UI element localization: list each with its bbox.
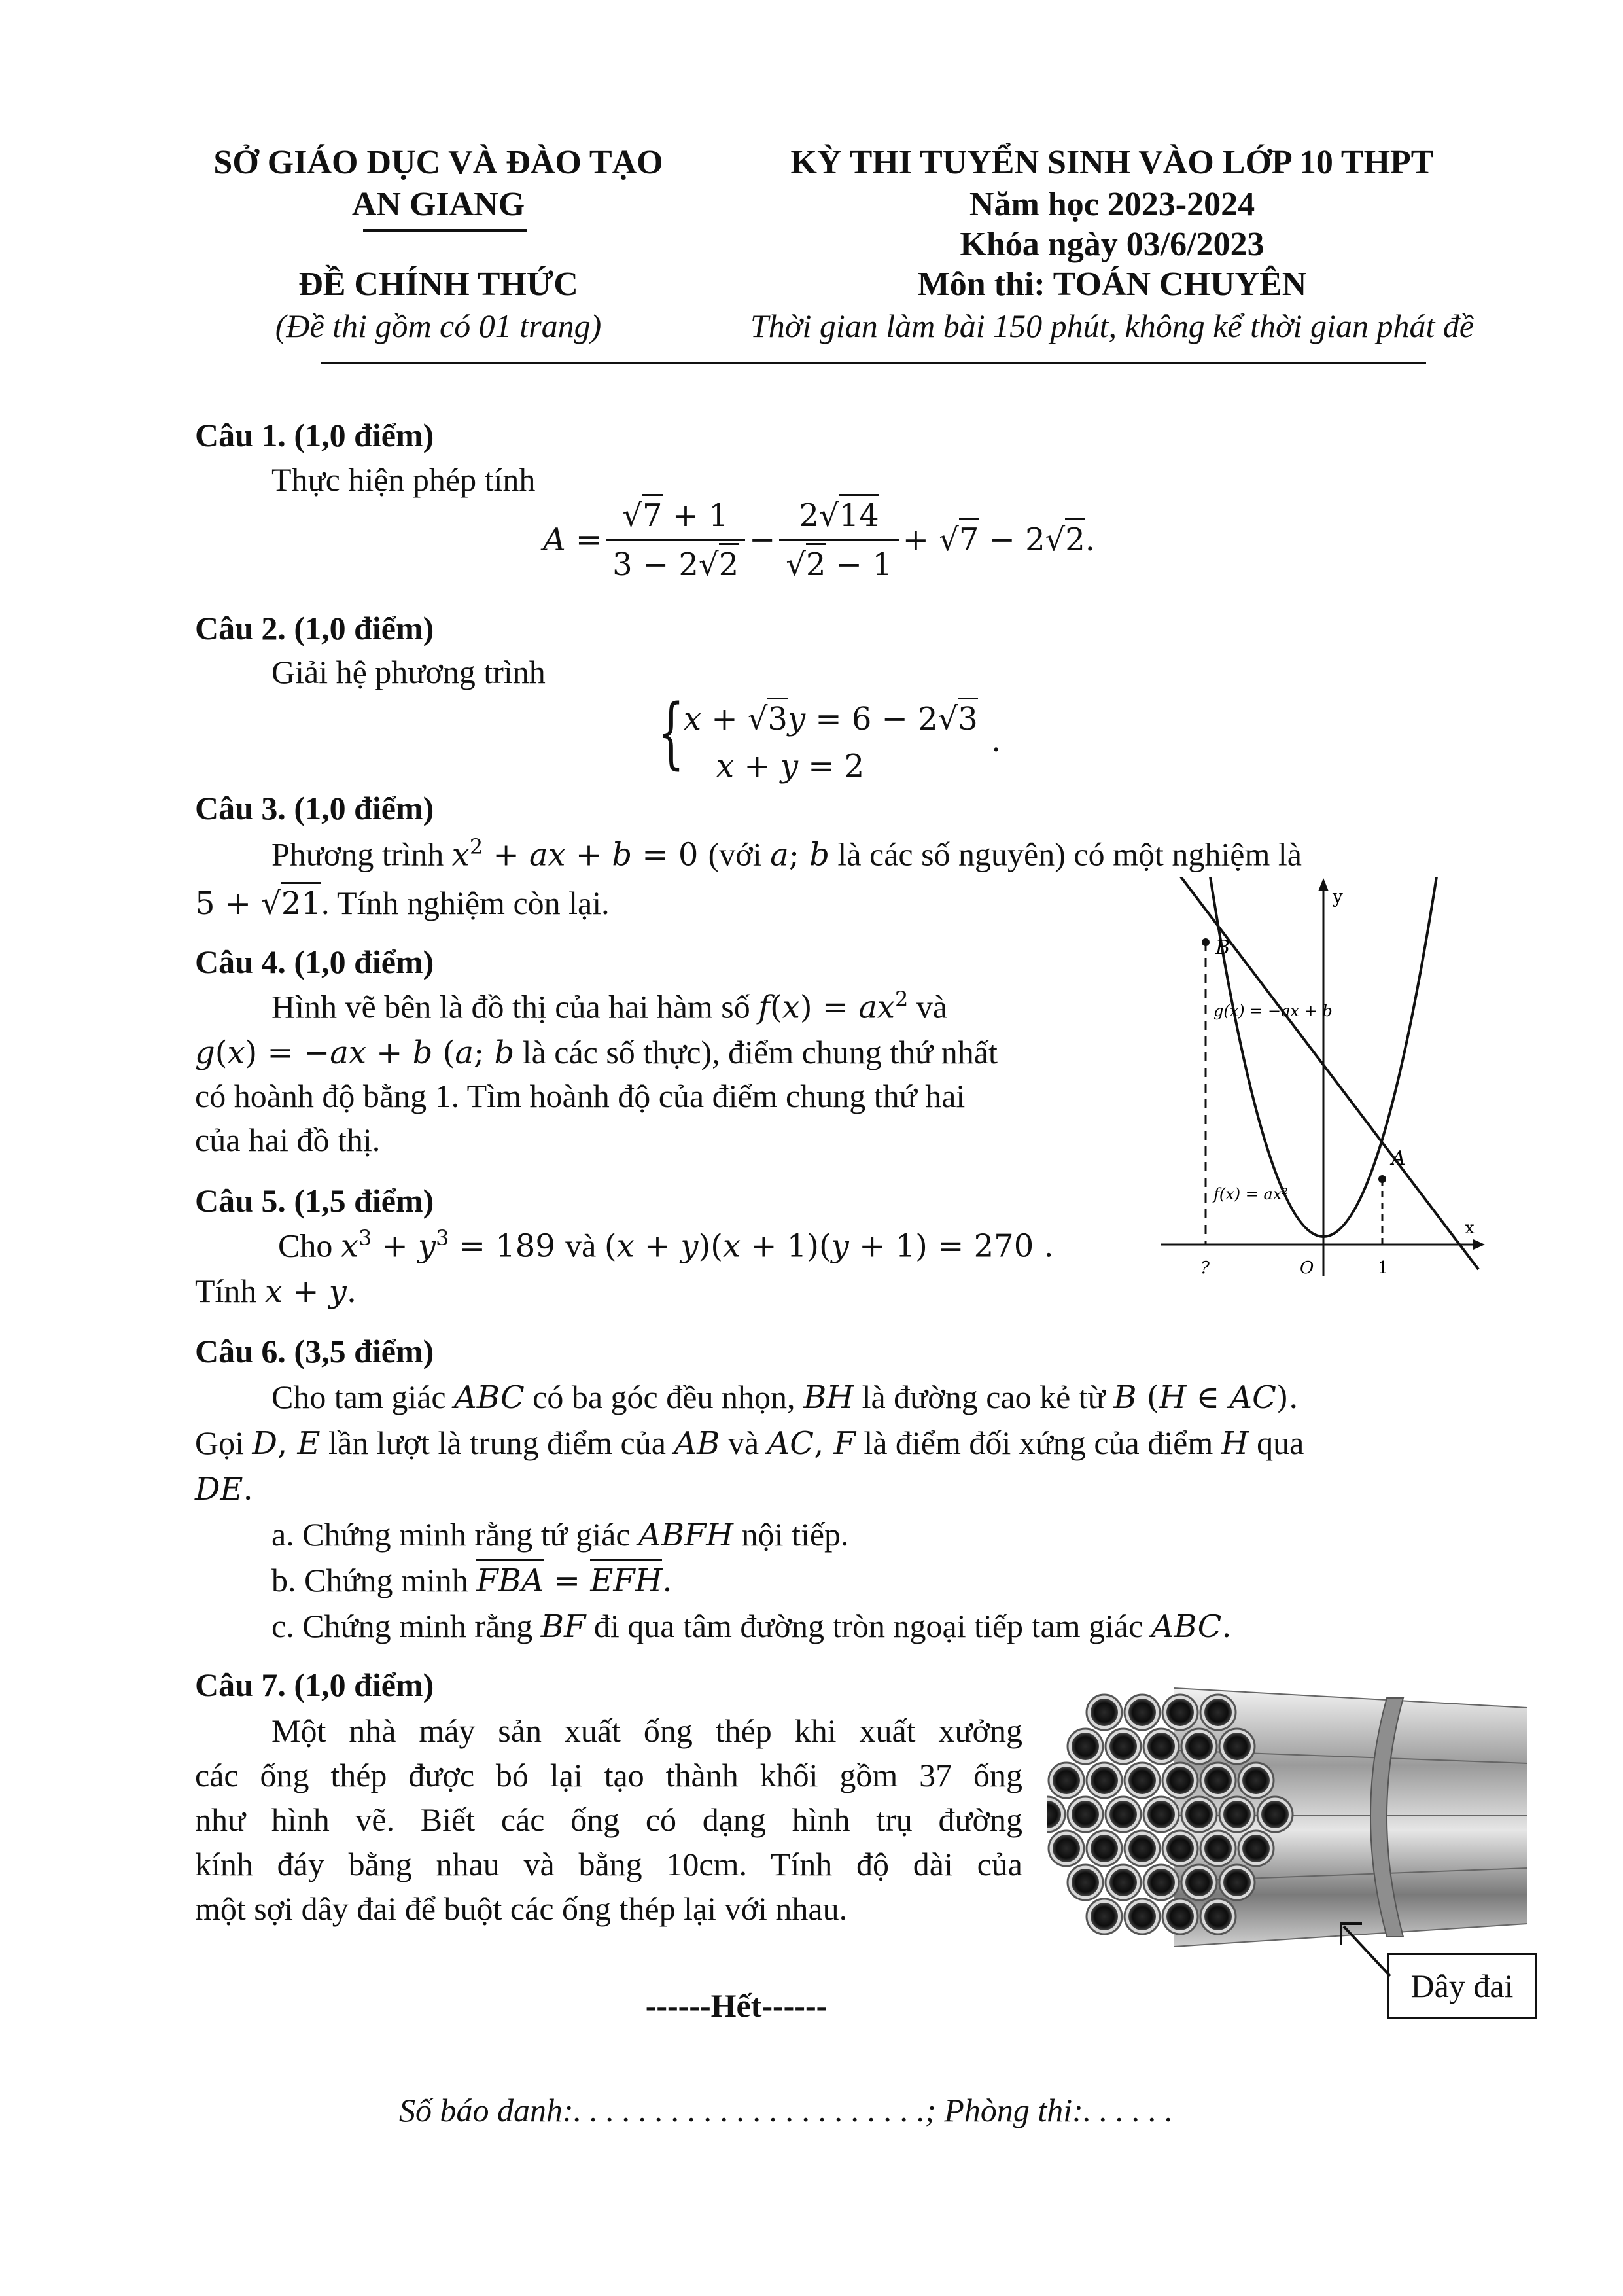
pipe-hole xyxy=(1242,1835,1270,1862)
q1-title: Câu 1. (1,0 điểm) xyxy=(195,417,434,453)
q6-text-2: có ba góc đều nhọn, xyxy=(532,1379,795,1415)
label-B: B xyxy=(1215,936,1230,959)
q3-text-1: Phương trình xyxy=(271,836,444,873)
label-y: y xyxy=(1333,886,1343,908)
pipe-hole xyxy=(1128,1699,1156,1726)
pipe-hole xyxy=(1147,1869,1175,1896)
pipe-hole xyxy=(1166,1835,1194,1862)
q7-title: Câu 7. (1,0 điểm) xyxy=(195,1667,434,1703)
steel-pipe-bundle-image xyxy=(1047,1672,1531,1960)
label-f: f(x) = ax² xyxy=(1213,1185,1288,1203)
q6-part-b: b. Chứng minh FBA = EFH. xyxy=(271,1561,672,1600)
q4-line2: g(x) = −ax + b (a; b là các số thực), điểm chung thứ nhất xyxy=(195,1034,998,1071)
official-exam-label: ĐỀ CHÍNH THỨC xyxy=(298,266,578,303)
pipe-hole xyxy=(1091,1767,1118,1794)
q6-line1: Cho tam giác ABC có ba góc đều nhọn, BH là đường cao kẻ từ B (H ∈ AC). xyxy=(271,1379,1299,1416)
q5-line1: Cho $x^3 + y^3 = 189$ và (x + y)(x + 1)(y + 1) = 270 . xyxy=(278,1226,1054,1265)
q4-text-3: là các số thực), điểm chung thứ nhất xyxy=(522,1034,998,1070)
department-name: SỞ GIÁO DỤC VÀ ĐÀO TẠO xyxy=(213,144,663,181)
q7-line2: các ống thép được bó lại tạo thành khối gồm 37 ống xyxy=(195,1757,1022,1793)
q4-line1: Hình vẽ bên là đồ thị của hai hàm số $f(x) = ax^2$ và xyxy=(271,987,948,1026)
candidate-number-dots: . . . . . . . . . . . . . . . . . . . . . . xyxy=(573,2092,926,2128)
pipe-hole xyxy=(1072,1733,1099,1760)
q5-text-1: Cho xyxy=(278,1227,333,1264)
q5-title: Câu 5. (1,5 điểm) xyxy=(195,1182,434,1219)
q2-title: Câu 2. (1,0 điểm) xyxy=(195,610,434,646)
q5-text-2: và xyxy=(565,1227,597,1264)
pipe-hole xyxy=(1128,1903,1156,1930)
q6-text-7: là điểm đối xứng của điểm xyxy=(864,1424,1213,1461)
q6-c-text-2: đi qua tâm đường tròn ngoại tiếp tam giác xyxy=(593,1608,1143,1644)
q6-part-a: a. Chứng minh rằng tứ giác ABFH nội tiếp. xyxy=(271,1516,849,1553)
q3-text-4: . Tính nghiệm còn lại. xyxy=(321,885,610,921)
label-question: ? xyxy=(1200,1258,1210,1278)
point-B xyxy=(1202,938,1210,946)
label-origin: O xyxy=(1300,1258,1314,1278)
pipe-hole xyxy=(1204,1767,1232,1794)
pipe-hole xyxy=(1223,1733,1251,1760)
pipe-hole xyxy=(1091,1835,1118,1862)
label-g: g(x) = −ax + b xyxy=(1213,1002,1333,1020)
q1-expression: A = $\frac{√7 + 1}{3 - 2√2}$ − $\frac{2√14}{√2 - 1}$ + √7 − 2√2. xyxy=(543,497,1095,584)
exam-date: Khóa ngày 03/6/2023 xyxy=(960,226,1265,263)
pipe-hole xyxy=(1147,1733,1175,1760)
pipe-hole xyxy=(1166,1767,1194,1794)
q3-line2: 5 + √21. Tính nghiệm còn lại. xyxy=(195,883,610,923)
pipe-hole xyxy=(1091,1903,1118,1930)
q6-line2: Gọi D, E lần lượt là trung điểm của AB và AC, F là điểm đối xứng của điểm H qua xyxy=(195,1424,1304,1462)
label-x: x xyxy=(1465,1218,1475,1238)
q1-prompt: Thực hiện phép tính xyxy=(271,461,536,498)
pipe-hole xyxy=(1166,1903,1194,1930)
pipe-hole xyxy=(1109,1733,1137,1760)
q6-line3: DE. xyxy=(195,1471,253,1508)
q6-text-3: là đường cao kẻ từ xyxy=(862,1379,1106,1415)
q7-line4: kính đáy bằng nhau và bằng 10cm. Tính độ dài của xyxy=(195,1846,1022,1882)
q6-text-6: và xyxy=(727,1424,759,1461)
room-dots: . . . . . . xyxy=(1083,2092,1174,2128)
q6-text-4: Gọi xyxy=(195,1424,244,1461)
function-graph xyxy=(1148,877,1488,1282)
q3-text-2: (với xyxy=(708,836,762,873)
pipe-hole xyxy=(1072,1801,1099,1828)
candidate-info-line xyxy=(399,2091,1173,2130)
q6-text-1: Cho tam giác xyxy=(271,1379,446,1415)
pipe-hole xyxy=(1185,1869,1213,1896)
subject: Môn thi: TOÁN CHUYÊN xyxy=(917,266,1307,303)
q3-title: Câu 3. (1,0 điểm) xyxy=(195,790,434,826)
candidate-number-label: Số báo danh: xyxy=(399,2092,574,2128)
pipe-hole xyxy=(1128,1767,1156,1794)
q3-text-3: là các số nguyên) có một nghiệm là xyxy=(837,836,1302,873)
q5-line2: Tính x + y. xyxy=(195,1273,357,1310)
label-A: A xyxy=(1391,1147,1406,1170)
brace: { xyxy=(657,687,685,777)
q4-text-2: và xyxy=(916,988,948,1025)
point-A xyxy=(1378,1175,1386,1183)
pipe-hole xyxy=(1147,1801,1175,1828)
header-divider xyxy=(321,362,1426,364)
q6-b-text: b. Chứng minh xyxy=(271,1562,468,1598)
exam-title: KỲ THI TUYỂN SINH VÀO LỚP 10 THPT xyxy=(790,144,1434,181)
pipe-hole xyxy=(1128,1835,1156,1862)
pipe-hole xyxy=(1185,1733,1213,1760)
pipe-hole xyxy=(1185,1801,1213,1828)
strap-label: Dây đai xyxy=(1410,1968,1514,2004)
q6-title: Câu 6. (3,5 điểm) xyxy=(195,1333,434,1369)
pipe-hole xyxy=(1091,1699,1118,1726)
q3-line1: Phương trình $x^2$ + ax + b = 0 (với a; b là các số nguyên) có một nghiệm là xyxy=(271,834,1302,874)
pipe-hole xyxy=(1204,1903,1232,1930)
room-label: ; Phòng thi: xyxy=(925,2092,1083,2128)
q7-line3: như hình vẽ. Biết các ống có dạng hình trụ đường xyxy=(195,1801,1022,1838)
pipe-hole xyxy=(1261,1801,1289,1828)
y-axis-arrow xyxy=(1318,878,1329,891)
pipe-hole xyxy=(1223,1869,1251,1896)
q2-prompt: Giải hệ phương trình xyxy=(271,654,546,690)
end-marker xyxy=(0,1986,1623,2025)
pipe-hole xyxy=(1109,1801,1137,1828)
x-axis-arrow xyxy=(1473,1239,1485,1250)
pipe-hole xyxy=(1242,1767,1270,1794)
q6-part-c: c. Chứng minh rằng BF đi qua tâm đường tròn ngoại tiếp tam giác ABC. xyxy=(271,1608,1232,1645)
pipe-hole xyxy=(1166,1699,1194,1726)
q6-c-text: c. Chứng minh rằng xyxy=(271,1608,533,1644)
q7-line1: Một nhà máy sản xuất ống thép khi xuất xưởng xyxy=(271,1712,1022,1749)
pipe-hole xyxy=(1072,1869,1099,1896)
header-underline-left xyxy=(363,229,527,232)
q4-line4: của hai đồ thị. xyxy=(195,1122,381,1158)
q4-title: Câu 4. (1,0 điểm) xyxy=(195,944,434,980)
pipe-hole xyxy=(1053,1767,1080,1794)
pipe-hole xyxy=(1109,1869,1137,1896)
pipe-hole xyxy=(1204,1835,1232,1862)
q4-text-1: Hình vẽ bên là đồ thị của hai hàm số xyxy=(271,988,750,1025)
school-year: Năm học 2023-2024 xyxy=(969,186,1255,223)
q5-text-3: Tính xyxy=(195,1273,257,1309)
line-g xyxy=(1181,877,1478,1269)
q6-text-5: lần lượt là trung điểm của xyxy=(328,1424,666,1461)
q6-a-text: a. Chứng minh rằng tứ giác xyxy=(271,1516,631,1553)
q4-line3: có hoành độ bằng 1. Tìm hoành độ của điểm chung thứ hai xyxy=(195,1078,966,1114)
province-name: AN GIANG xyxy=(351,186,525,223)
pipe-hole xyxy=(1053,1835,1080,1862)
label-one: 1 xyxy=(1378,1258,1389,1278)
page-count-note: (Đề thi gồm có 01 trang) xyxy=(275,308,602,344)
q6-a-text-2: nội tiếp. xyxy=(741,1516,849,1553)
pipe-hole xyxy=(1204,1699,1232,1726)
time-note: Thời gian làm bài 150 phút, không kể thời gian phát đề xyxy=(750,308,1475,344)
q7-line5: một sợi dây đai để buột các ống thép lại với nhau. xyxy=(195,1890,848,1927)
pipe-hole xyxy=(1223,1801,1251,1828)
end-text: ------Hết------ xyxy=(645,1987,828,2024)
q6-text-8: qua xyxy=(1257,1424,1304,1461)
